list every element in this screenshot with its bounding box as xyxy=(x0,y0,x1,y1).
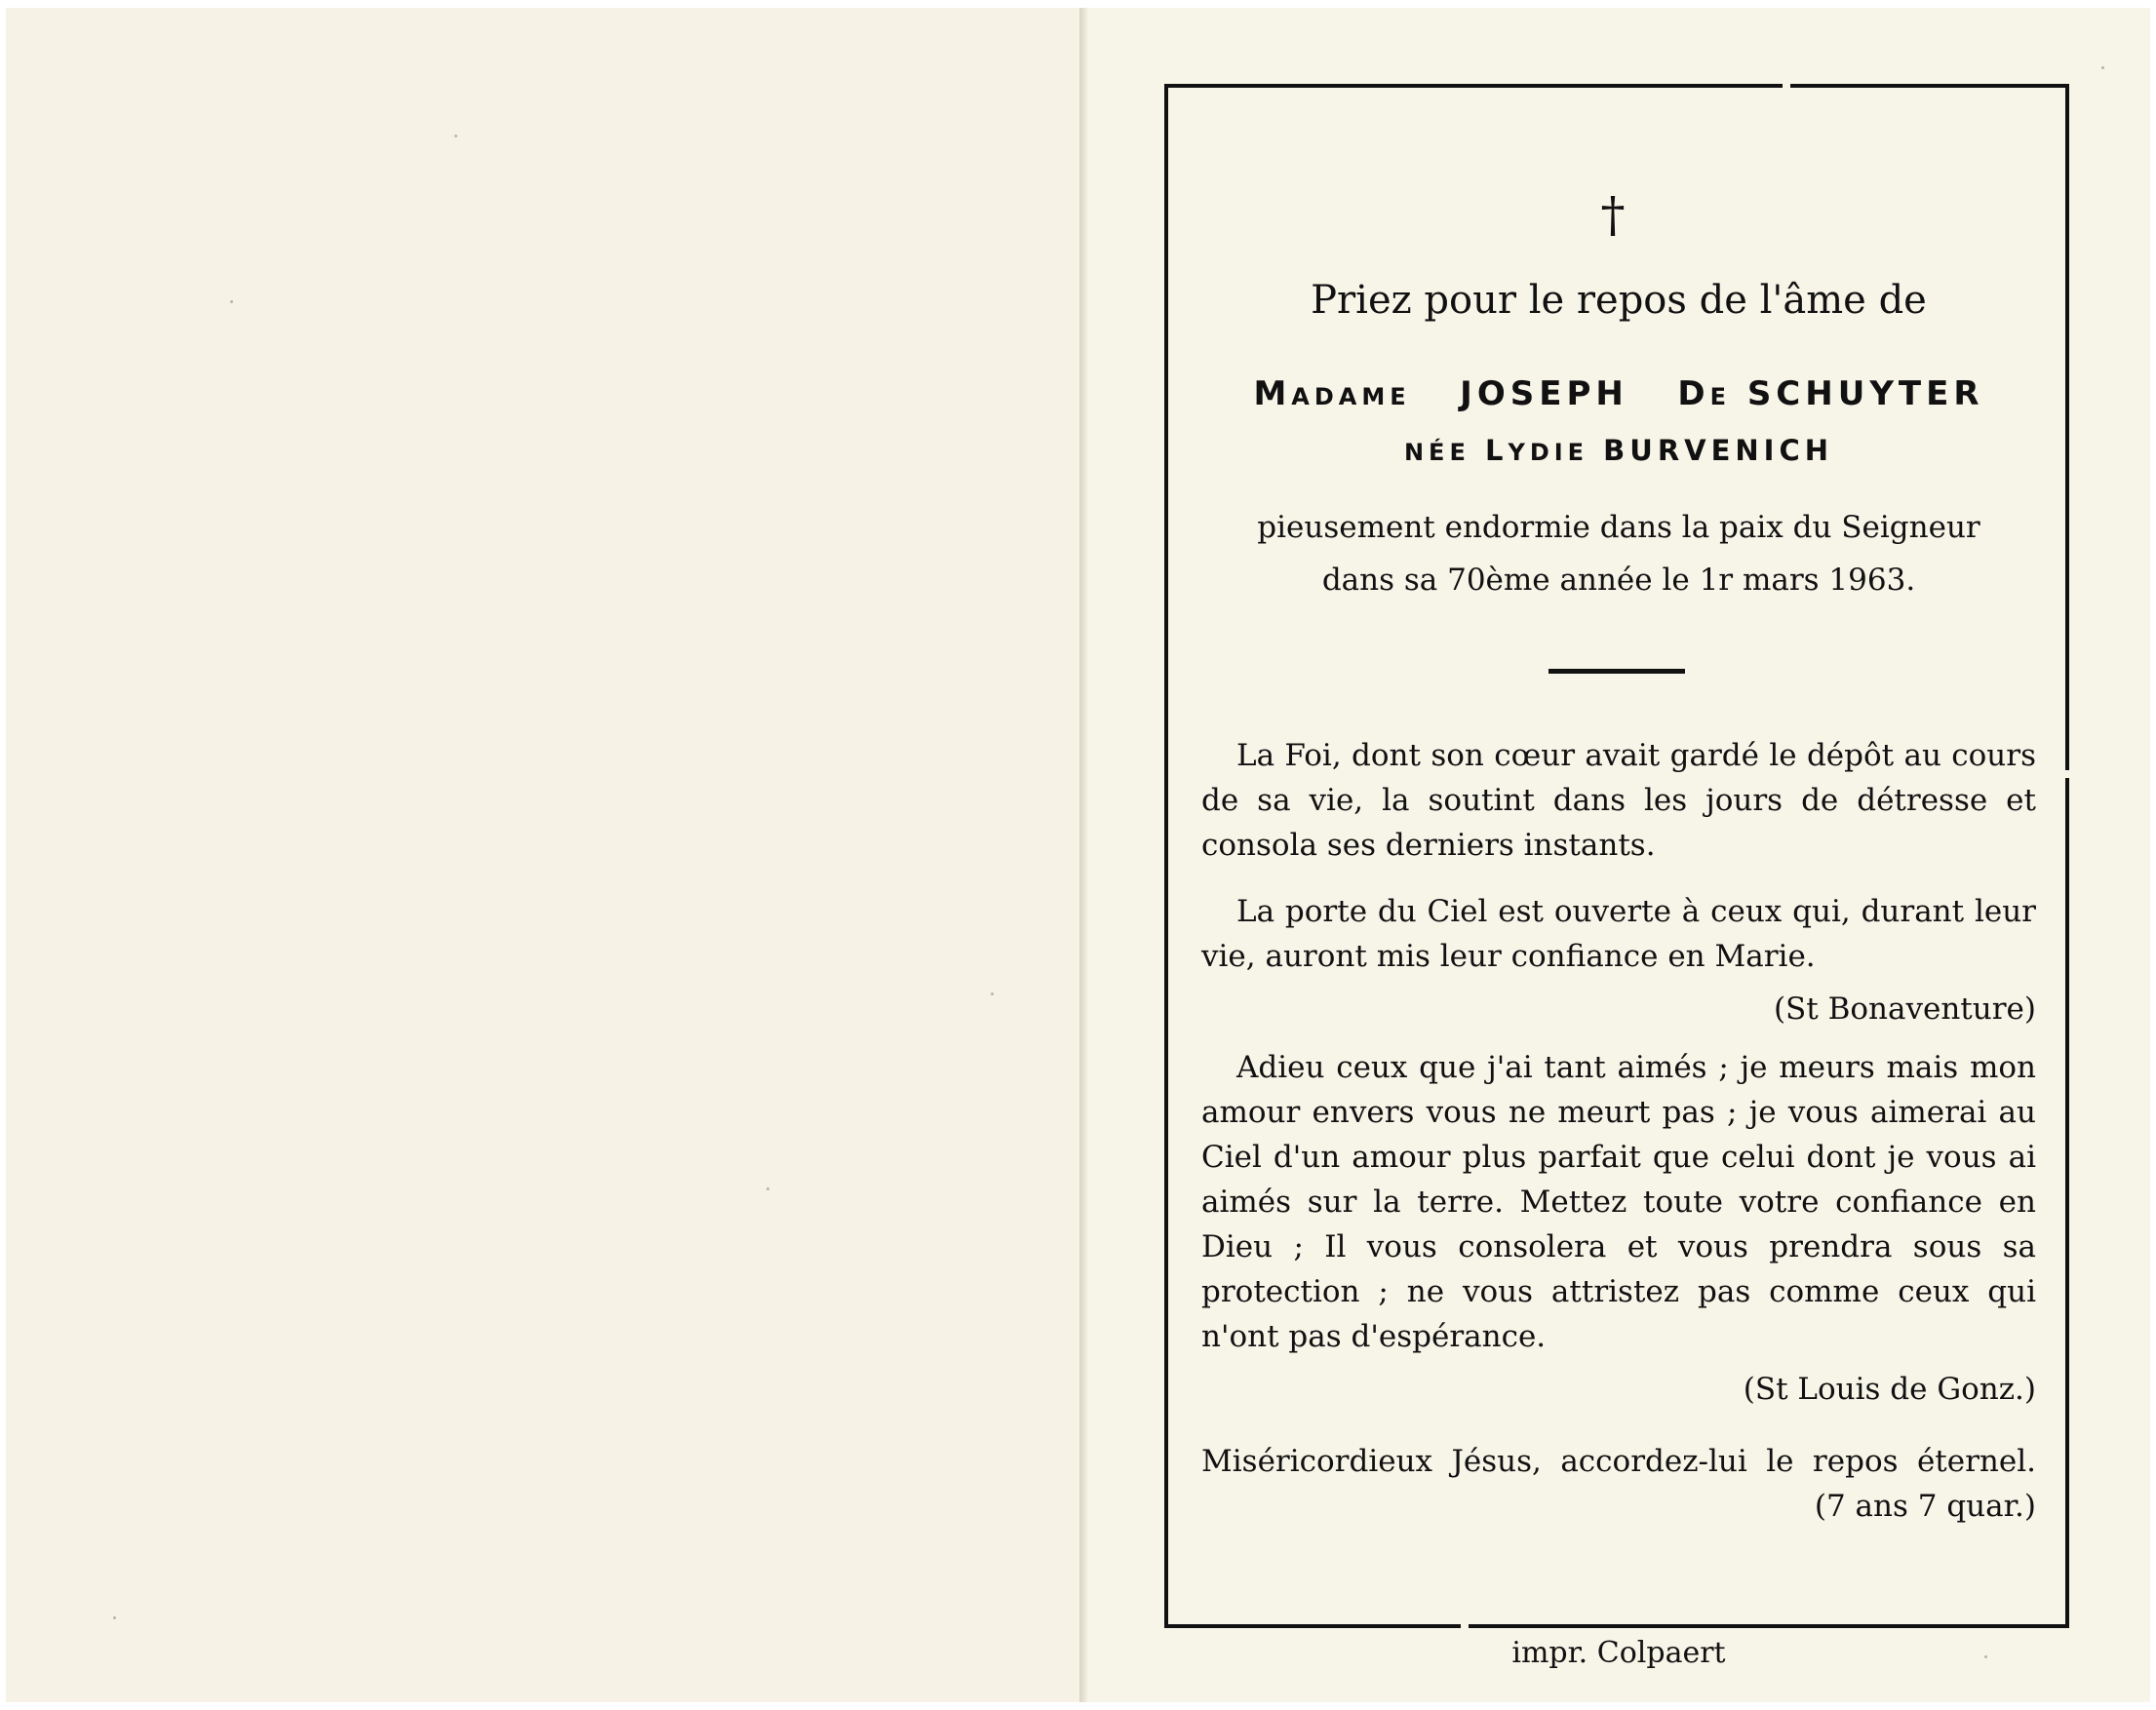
maiden-first-rest: YDIE xyxy=(1508,439,1589,466)
card-fold xyxy=(1079,8,1087,1702)
frame-gap xyxy=(2065,770,2069,778)
maiden-first-cap: L xyxy=(1484,434,1509,467)
closing-prayer: Miséricordieux Jésus, accordez-lui le repos éternel. xyxy=(1201,1444,2036,1479)
paper-speck xyxy=(991,992,994,995)
divider-rule xyxy=(1548,669,1685,674)
paper-speck xyxy=(113,1616,116,1619)
death-line-1: pieusement endormie dans la paix du Seigneur xyxy=(1257,510,1980,545)
paragraph-heaven: La porte du Ciel est ouverte à ceux qui, durant leur vie, auront mis leur confiance en Marie. xyxy=(1201,894,2036,974)
paper-speck xyxy=(230,300,233,303)
blank-left-panel xyxy=(6,8,1080,1702)
attribution-bonaventure: (St Bonaventure) xyxy=(1773,991,2036,1027)
paragraph-faith: La Foi, dont son cœur avait gardé le dépôt au cours de sa vie, la soutint dans les jours de détresse et consola ses derniers instants. xyxy=(1201,738,2036,863)
paper-speck xyxy=(454,135,457,137)
death-details xyxy=(1199,501,2038,606)
cross-icon: † xyxy=(1600,186,1626,243)
prayer-intro: Priez pour le repos de l'âme de xyxy=(1311,278,1927,323)
paper-speck xyxy=(766,1187,769,1190)
name-first: JOSEPH xyxy=(1460,374,1628,413)
attribution-gonzague: (St Louis de Gonz.) xyxy=(1743,1372,2036,1407)
name-particle-rest: E xyxy=(1709,383,1731,410)
paper-speck xyxy=(2101,66,2104,69)
indulgence-note: (7 ans 7 quar.) xyxy=(1814,1489,2036,1524)
death-line-2: dans sa 70ème année le 1r mars 1963. xyxy=(1321,563,1916,598)
maiden-name xyxy=(1190,425,2048,478)
maiden-prefix: NÉE xyxy=(1403,439,1470,466)
paragraph-farewell: Adieu ceux que j'ai tant aimés ; je meurs mais mon amour envers vous ne meurt pas ; je vous aimerai au Ciel d'un amour plus parfait que celui dont je vous ai aimés sur la terre. Mettez toute votre confiance en Dieu ; Il vous consolera et vous prendra sous sa protection ; ne vous attristez pas comme ceux qui n'ont pas d'espérance. xyxy=(1201,1050,2036,1354)
name-title-rest: ADAME xyxy=(1291,383,1411,410)
paper-speck xyxy=(1984,1655,1987,1658)
name-title-cap: M xyxy=(1253,374,1292,413)
maiden-surname: BURVENICH xyxy=(1603,434,1834,467)
name-particle-cap: D xyxy=(1677,374,1710,413)
name-surname: SCHUYTER xyxy=(1746,374,1984,413)
frame-gap xyxy=(1783,84,1790,88)
frame-gap xyxy=(1461,1624,1469,1628)
prayer-text xyxy=(1201,733,2036,1529)
printer-credit: impr. Colpaert xyxy=(1511,1636,1726,1670)
deceased-name xyxy=(1190,367,2048,424)
